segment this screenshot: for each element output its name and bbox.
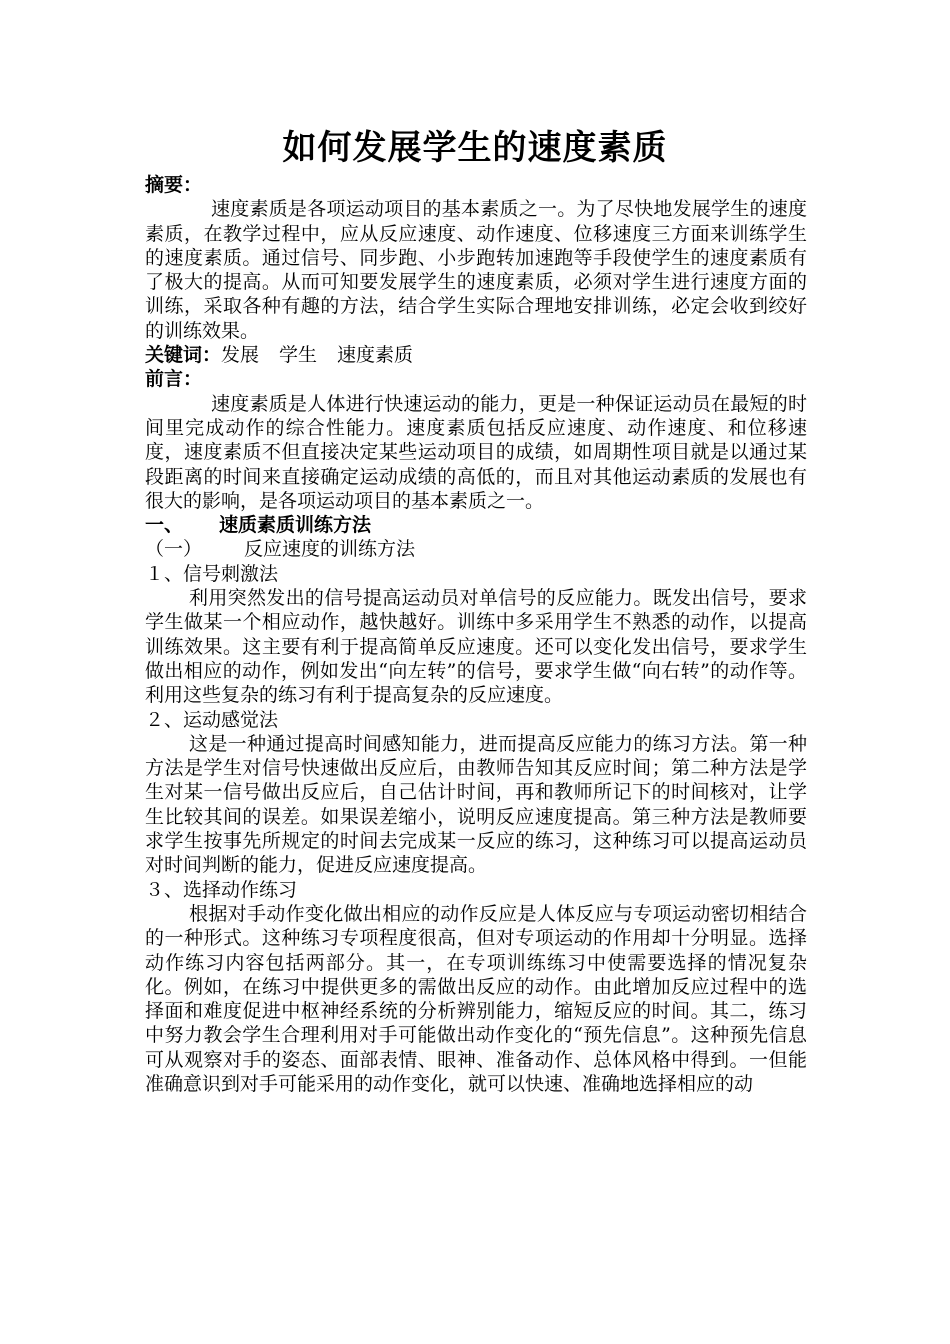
item-text: 利用突然发出的信号提高运动员对单信号的反应能力。既发出信号，要求学生做某一个相应动作，越快越好。训练中多采用学生不熟悉的动作，以提高训练效果。这主要有利于提高简单反应速度。还可以变化发出信号，要求学生做出相应的动作，例如发出“向左转”的信号，要求学生做“向右转”的动作等。利用这些复杂的练习有利于提高复杂的反应速度。 bbox=[145, 587, 807, 707]
subsection-heading bbox=[145, 537, 807, 561]
preface-heading bbox=[145, 367, 807, 391]
item-heading: １、信号刺激法 bbox=[145, 562, 279, 585]
keywords-label: 关键词： bbox=[145, 344, 222, 367]
document-body bbox=[145, 173, 807, 1096]
abstract-label: 摘要： bbox=[145, 174, 203, 196]
keyword: 速度素质 bbox=[337, 344, 414, 367]
item-heading: ２、运动感觉法 bbox=[145, 708, 279, 731]
section-title: 速质素质训练方法 bbox=[219, 514, 372, 537]
abstract-heading bbox=[145, 173, 807, 197]
keywords-line bbox=[145, 343, 807, 367]
subsection-number: （一） bbox=[145, 538, 203, 561]
preface-text: 速度素质是人体进行快速运动的能力，更是一种保证运动员在最短的时间里完成动作的综合性能力。速度素质包括反应速度、动作速度、和位移速度，速度素质不但直接决定某些运动项目的成绩，如周期性项目就是以通过某段距离的时间来直接确定运动成绩的高低的，而且对其他运动素质的发展也有很大的影响，是各项运动项目的基本素质之一。 bbox=[145, 392, 807, 512]
item-text: 根据对手动作变化做出相应的动作反应是人体反应与专项运动密切相结合的一种形式。这种练习专项程度很高，但对专项运动的作用却十分明显。选择动作练习内容包括两部分。其一，在专项训练练习中使需要选择的情况复杂化。例如，在练习中提供更多的需做出反应的动作。由此增加反应过程中的选择面和难度促进中枢神经系统的分析辨别能力，缩短反应的时间。其二，练习中努力教会学生合理利用对手可能做出动作变化的“预先信息”。这种预先信息可从观察对手的姿态、面部表情、眼神、准备动作、总体风格中得到。一但能准确意识到对手可能采用的动作变化，就可以快速、准确地选择相应的动 bbox=[145, 902, 807, 1095]
item-text: 这是一种通过提高时间感知能力，进而提高反应能力的练习方法。第一种方法是学生对信号快速做出反应后，由教师告知其反应时间；第二种方法是学生对某一信号做出反应后，自己估计时间，再和教师所记下的时间核对，让学生比较其间的误差。如果误差缩小，说明反应速度提高。第三种方法是教师要求学生按事先所规定的时间去完成某一反应的练习，这种练习可以提高运动员对时间判断的能力，促进反应速度提高。 bbox=[145, 732, 807, 877]
abstract-text: 速度素质是各项运动项目的基本素质之一。为了尽快地发展学生的速度素质，在教学过程中，应从反应速度、动作速度、位移速度三方面来训练学生的速度素质。通过信号、同步跑、小步跑转加速跑等手段使学生的速度素质有了极大的提高。从而可知要发展学生的速度素质，必须对学生进行速度方面的训练，采取各种有趣的方法，结合学生实际合理地安排训练，必定会收到绞好的训练效果。 bbox=[145, 198, 807, 342]
section-number: 一、 bbox=[145, 514, 184, 537]
preface-label: 前言： bbox=[145, 368, 203, 391]
item-heading: ３、选择动作练习 bbox=[145, 878, 298, 901]
keyword: 学生 bbox=[279, 344, 318, 367]
subsection-title: 反应速度的训练方法 bbox=[244, 538, 416, 561]
document-title: 如何发展学生的速度素质 bbox=[282, 128, 668, 168]
keyword: 发展 bbox=[221, 344, 260, 367]
section-heading bbox=[145, 513, 807, 537]
